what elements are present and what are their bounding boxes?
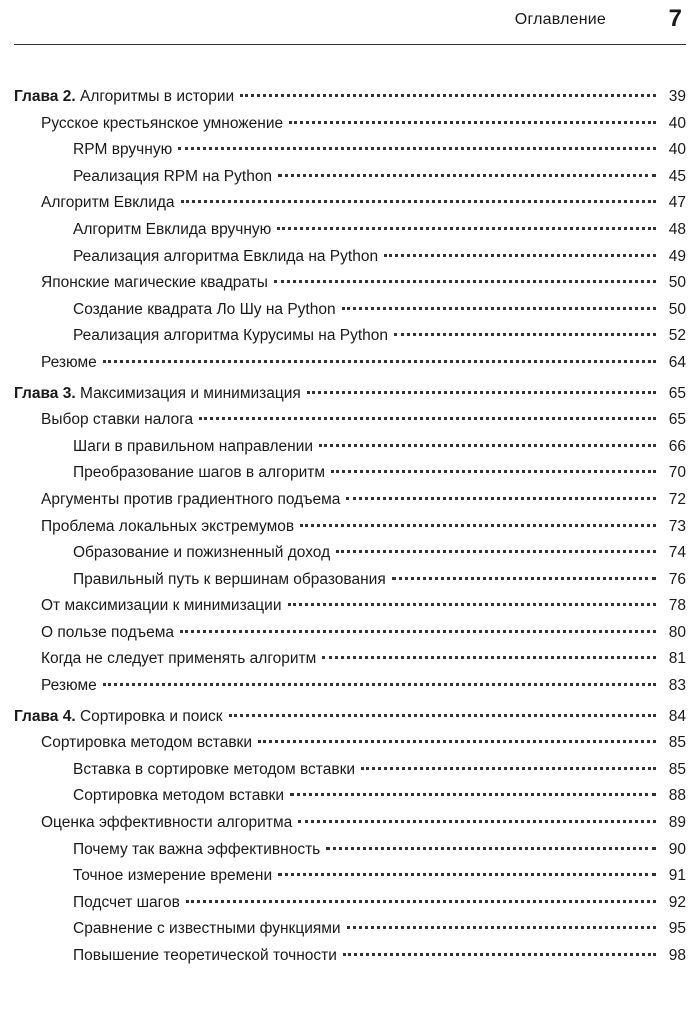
entry-page: 73	[668, 517, 686, 535]
toc-entry[interactable]	[14, 916, 686, 943]
table-of-contents	[14, 84, 686, 974]
entry-title: Реализация алгоритма Курусимы на Python	[73, 327, 389, 345]
toc-entry[interactable]	[14, 567, 686, 594]
leader-dots	[342, 307, 656, 310]
entry-title: Создание квадрата Ло Шу на Python	[73, 300, 336, 318]
toc-entry[interactable]	[14, 514, 686, 541]
entry-title: Алгоритм Евклида вручную	[73, 220, 272, 238]
page-header	[14, 0, 686, 45]
running-header-title: Оглавление	[514, 11, 606, 28]
chapter-prefix: Глава 2.	[14, 88, 76, 105]
chapter-prefix: Глава 4.	[14, 707, 76, 725]
entry-title: Когда не следует применять алгоритм	[41, 650, 317, 668]
leader-dots	[199, 417, 656, 420]
leader-dots	[103, 683, 656, 686]
toc-entry[interactable]	[14, 217, 686, 244]
entry-title: Точное измерение времени	[73, 867, 273, 885]
leader-dots	[278, 174, 656, 177]
chapter-page: 65	[668, 384, 686, 402]
entry-page: 85	[668, 734, 686, 752]
toc-entry[interactable]	[14, 943, 686, 970]
entry-page: 40	[668, 141, 686, 159]
leader-dots	[240, 94, 656, 97]
entry-page: 40	[668, 114, 686, 132]
toc-entry[interactable]	[14, 434, 686, 461]
entry-page: 88	[668, 787, 686, 805]
entry-page: 91	[668, 867, 686, 885]
entry-page: 45	[668, 167, 686, 185]
entry-title: Резюме	[41, 677, 97, 695]
entry-title: О пользе подъема	[41, 623, 174, 641]
entry-title: Оценка эффективности алгоритма	[41, 814, 293, 832]
chapter-4-section	[14, 704, 686, 970]
entry-title: Сравнение с известными функциями	[73, 920, 341, 938]
entry-page: 81	[668, 650, 686, 668]
leader-dots	[361, 767, 656, 770]
leader-dots	[322, 656, 656, 659]
entry-page: 98	[668, 947, 686, 964]
entry-title: Шаги в правильном направлении	[73, 437, 314, 455]
leader-dots	[180, 630, 656, 633]
toc-entry[interactable]	[14, 407, 686, 434]
leader-dots	[300, 524, 656, 527]
entry-title: Реализация алгоритма Евклида на Python	[73, 247, 379, 265]
toc-entry[interactable]	[14, 487, 686, 514]
toc-entry[interactable]	[14, 164, 686, 191]
leader-dots	[307, 391, 656, 394]
chapter-page: 39	[668, 88, 686, 105]
chapter-title: Сортировка и поиск	[79, 707, 223, 725]
toc-entry[interactable]	[14, 593, 686, 620]
toc-entry[interactable]	[14, 810, 686, 837]
entry-page: 95	[668, 920, 686, 938]
toc-entry[interactable]	[14, 190, 686, 217]
toc-entry[interactable]	[14, 837, 686, 864]
leader-dots	[103, 360, 656, 363]
entry-page: 48	[668, 220, 686, 238]
entry-page: 70	[668, 464, 686, 482]
entry-page: 49	[668, 247, 686, 265]
entry-page: 80	[668, 623, 686, 641]
entry-page: 52	[668, 327, 686, 345]
leader-dots	[319, 444, 656, 447]
leader-dots	[229, 714, 656, 717]
entry-title: RPM вручную	[73, 141, 173, 159]
entry-title: Проблема локальных экстремумов	[41, 517, 295, 535]
entry-page: 78	[668, 597, 686, 615]
entry-title: Правильный путь к вершинам образования	[73, 570, 386, 588]
chapter-2-section	[14, 84, 686, 377]
leader-dots	[336, 550, 656, 553]
leader-dots	[298, 820, 656, 823]
leader-dots	[346, 497, 656, 500]
toc-entry[interactable]	[14, 244, 686, 271]
entry-page: 72	[668, 490, 686, 508]
chapter-3-section	[14, 381, 686, 700]
leader-dots	[274, 280, 656, 283]
entry-page: 50	[668, 300, 686, 318]
leader-dots	[343, 953, 656, 956]
entry-page: 90	[668, 840, 686, 858]
entry-title: Образование и пожизненный доход	[73, 544, 331, 562]
leader-dots	[326, 847, 656, 850]
entry-page: 74	[668, 544, 686, 562]
leader-dots	[288, 603, 657, 606]
leader-dots	[290, 793, 656, 796]
leader-dots	[394, 333, 656, 336]
toc-entry[interactable]	[14, 730, 686, 757]
leader-dots	[258, 740, 656, 743]
toc-entry[interactable]	[14, 137, 686, 164]
toc-entry[interactable]	[14, 270, 686, 297]
entry-page: 66	[668, 437, 686, 455]
entry-page: 83	[668, 677, 686, 695]
entry-page: 47	[668, 194, 686, 212]
toc-entry[interactable]	[14, 111, 686, 138]
entry-title: Реализация RPM на Python	[73, 167, 273, 185]
entry-page: 89	[668, 814, 686, 832]
leader-dots	[347, 926, 656, 929]
toc-entry[interactable]	[14, 863, 686, 890]
leader-dots	[289, 121, 656, 124]
chapter-page: 84	[668, 707, 686, 725]
toc-entry[interactable]	[14, 460, 686, 487]
chapter-title: Алгоритмы в истории	[79, 88, 235, 105]
toc-entry[interactable]	[14, 540, 686, 567]
chapter-4-heading[interactable]	[14, 704, 686, 731]
leader-dots	[186, 900, 656, 903]
entry-title: Вставка в сортировке методом вставки	[73, 760, 356, 778]
entry-title: Подсчет шагов	[73, 893, 180, 911]
leader-dots	[277, 227, 656, 230]
entry-title: Выбор ставки налога	[41, 411, 194, 429]
entry-title: Аргументы против градиентного подъема	[41, 490, 341, 508]
entry-title: Резюме	[41, 353, 97, 371]
entry-page: 50	[668, 274, 686, 292]
entry-title: Алгоритм Евклида	[41, 194, 175, 212]
leader-dots	[178, 147, 656, 150]
leader-dots	[384, 254, 656, 257]
toc-entry[interactable]	[14, 350, 686, 377]
leader-dots	[181, 200, 656, 203]
toc-entry[interactable]	[14, 646, 686, 673]
chapter-prefix: Глава 3.	[14, 384, 76, 402]
page-number: 7	[668, 5, 682, 32]
entry-title: Повышение теоретической точности	[73, 947, 337, 964]
entry-title: Преобразование шагов в алгоритм	[73, 464, 326, 482]
toc-entry[interactable]	[14, 890, 686, 917]
entry-title: Почему так важна эффективность	[73, 840, 321, 858]
chapter-title: Максимизация и минимизация	[79, 384, 301, 402]
leader-dots	[331, 470, 656, 473]
entry-page: 65	[668, 411, 686, 429]
entry-page: 85	[668, 760, 686, 778]
leader-dots	[278, 873, 656, 876]
entry-page: 76	[668, 570, 686, 588]
entry-title: Сортировка методом вставки	[41, 734, 252, 752]
entry-title: Русское крестьянское умножение	[41, 114, 284, 132]
chapter-3-heading[interactable]	[14, 381, 686, 408]
leader-dots	[392, 577, 656, 580]
entry-title: От максимизации к минимизации	[41, 597, 282, 615]
toc-entry[interactable]	[14, 323, 686, 350]
toc-entry[interactable]	[14, 620, 686, 647]
toc-entry[interactable]	[14, 757, 686, 784]
entry-title: Японские магические квадраты	[41, 274, 268, 292]
chapter-2-heading[interactable]	[14, 84, 686, 111]
entry-title: Сортировка методом вставки	[73, 787, 284, 805]
entry-page: 92	[668, 893, 686, 911]
toc-entry[interactable]	[14, 297, 686, 324]
toc-entry[interactable]	[14, 783, 686, 810]
entry-page: 64	[668, 353, 686, 371]
toc-entry[interactable]	[14, 673, 686, 700]
